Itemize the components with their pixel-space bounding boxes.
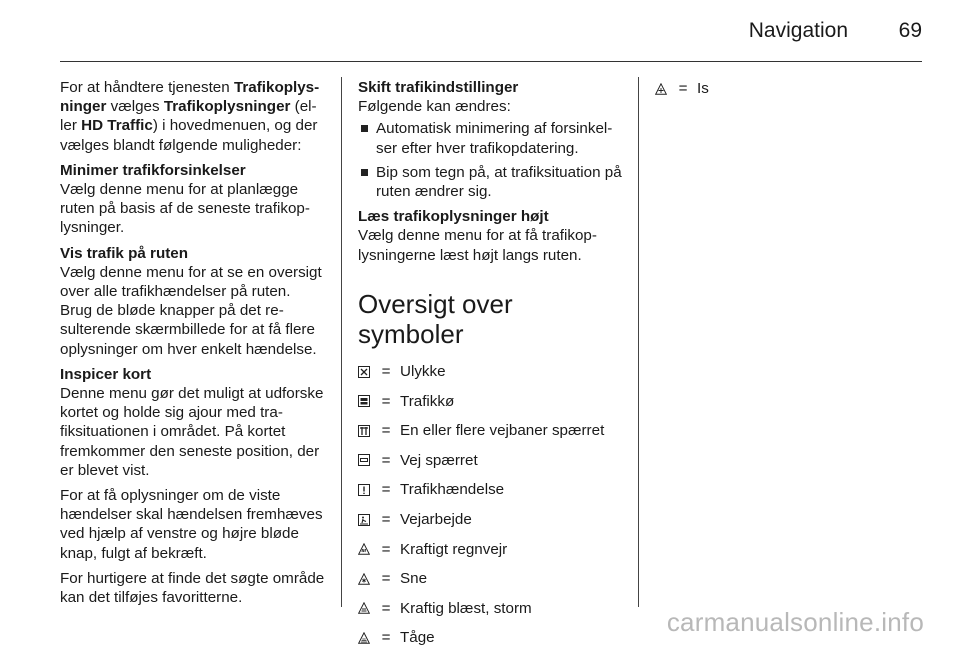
fog-icon (358, 632, 370, 644)
page-number: 69 (898, 19, 922, 42)
intro-term-2: Trafikoplysninger (163, 98, 291, 116)
intro-text: ) i hovedmenuen, og der vælges blandt følgende muligheder: (60, 117, 318, 154)
section-title: Minimer trafikforsinkelser (60, 161, 246, 179)
equals-sign: = (381, 510, 391, 528)
equals-sign: = (381, 629, 391, 647)
symbol-row (358, 386, 624, 416)
accident-icon (358, 366, 370, 378)
lanes-closed-icon (358, 425, 370, 437)
equals-sign: = (381, 570, 391, 588)
symbol-label: Is (697, 80, 709, 98)
symbol-label: Tåge (400, 629, 435, 647)
symbol-label: Kraftigt regnvejr (400, 540, 508, 558)
symbol-label: Sne (400, 570, 428, 588)
watermark: carmanualsonline.info (666, 607, 924, 637)
section-text: Vælg denne menu for at planlægge ruten på basis af de seneste trafikoplysninger. (60, 181, 310, 237)
section-text: Vælg denne menu for at få trafikoplysningerne læst højt langs ruten. (358, 227, 597, 264)
intro-term-1: Trafikoplysninger (60, 79, 320, 116)
equals-sign: = (381, 481, 391, 499)
symbol-row (358, 357, 624, 387)
strong-wind-icon (358, 602, 370, 614)
section-read-aloud (358, 207, 624, 265)
heavy-rain-icon (358, 543, 370, 555)
equals-sign: = (381, 451, 391, 469)
section-text: Denne menu gør det muligt at udforske kortet og holde sig ajour med trafiksituationen i området. På kortet fremkommer den seneste position, der er blevet vist. (60, 385, 324, 479)
symbol-row (358, 564, 624, 594)
symbol-label: Ulykke (400, 363, 446, 381)
section-title: Læs trafikoplysninger højt (358, 208, 549, 226)
list-item: Automatisk minimering af forsinkelser efter hver trafikopdatering. (358, 119, 624, 157)
section-inspect-map (60, 365, 326, 480)
section-minimize-delays (60, 161, 326, 238)
symbol-list (358, 357, 624, 653)
column-divider-2 (638, 77, 639, 607)
equals-sign: = (381, 599, 391, 617)
traffic-incident-icon (358, 484, 370, 496)
header-divider (60, 61, 922, 62)
equals-sign: = (678, 80, 688, 98)
symbol-label: En eller flere vejbaner spærret (400, 422, 605, 440)
section-change-settings (358, 78, 624, 116)
intro-text: (eller (60, 98, 317, 135)
list-item: Bip som tegn på, at trafiksituation på ruten ændrer sig. (358, 163, 624, 201)
symbol-row (358, 594, 624, 624)
section-text: Følgende kan ændres: (358, 98, 511, 116)
roadworks-icon (358, 514, 370, 526)
section-text: Vælg denne menu for at se en oversigt over alle trafikhændelser på ruten. Brug de bløde knapper på det resulterende skærmbillede for at få flere oplysninger om hver enkelt hændelse. (60, 263, 322, 358)
page-header-title: Navigation (748, 19, 848, 42)
symbol-label: Trafikkø (400, 392, 455, 410)
intro-text: For at håndtere tjenesten (60, 79, 234, 96)
equals-sign: = (381, 363, 391, 381)
intro-paragraph (60, 78, 326, 155)
symbol-row (358, 534, 624, 564)
symbol-row (358, 446, 624, 476)
section-title: Vis trafik på ruten (60, 244, 189, 262)
symbol-label: Kraftig blæst, storm (400, 599, 532, 617)
column-3 (655, 74, 921, 104)
section-title: Skift trafikindstillinger (358, 79, 519, 96)
section-title: Inspicer kort (60, 365, 152, 383)
symbol-label: Vej spærret (400, 451, 478, 469)
equals-sign: = (381, 392, 391, 410)
equals-sign: = (381, 540, 391, 558)
symbol-row (655, 74, 921, 104)
symbol-row (358, 416, 624, 446)
column-1 (60, 78, 326, 613)
section-show-traffic (60, 244, 326, 359)
symbol-row (358, 505, 624, 535)
paragraph-favorites: For hurtigere at finde det søgte område kan det tilføjes favoritterne. (60, 569, 325, 607)
column-divider-1 (341, 77, 342, 607)
road-closed-icon (358, 454, 370, 466)
intro-text: vælges (106, 98, 164, 116)
symbols-heading: Oversigt over symboler (358, 288, 513, 349)
paragraph-highlight-events: For at få oplysninger om de viste hændelser skal hændelsen fremhæves ved hjælp af venstre og højre bløde knap, fulgt af bekræft. (60, 487, 323, 562)
symbol-label: Vejarbejde (400, 510, 472, 528)
symbol-row (358, 623, 624, 653)
settings-list (358, 119, 624, 201)
column-2 (358, 78, 624, 653)
snow-icon (358, 573, 370, 585)
symbol-row (358, 475, 624, 505)
traffic-jam-icon (358, 395, 370, 407)
intro-term-3: HD Traffic (81, 117, 153, 135)
ice-icon (655, 83, 667, 95)
equals-sign: = (381, 422, 391, 440)
symbol-label: Trafikhændelse (400, 481, 505, 499)
